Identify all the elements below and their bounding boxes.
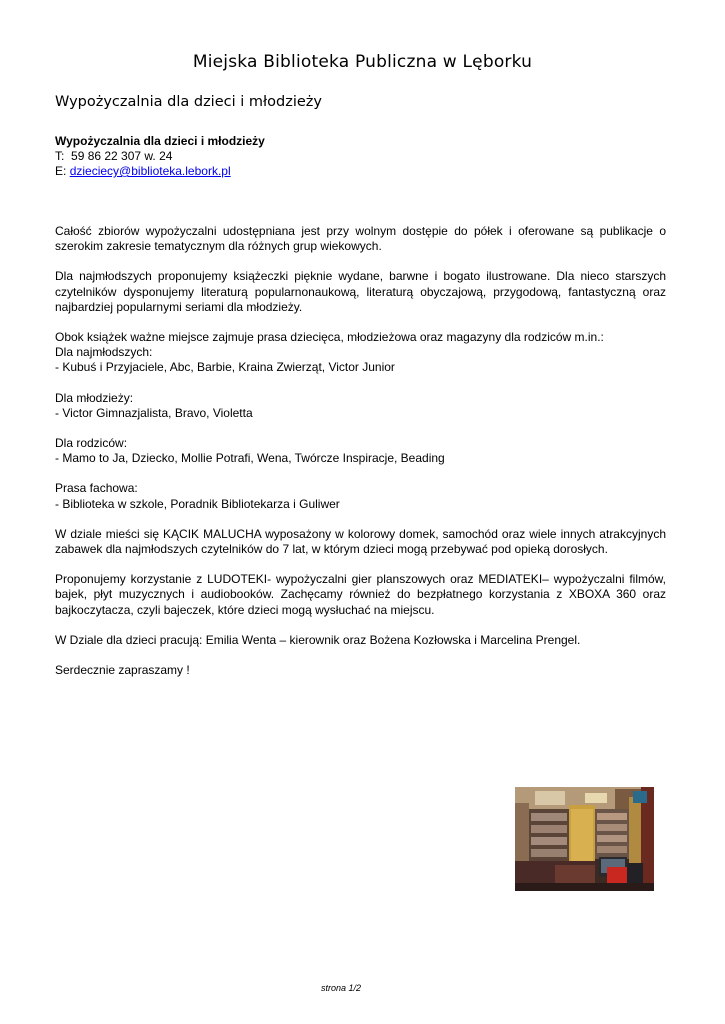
text-line: Prasa fachowa: xyxy=(55,481,138,496)
text-line: Dla rodziców: xyxy=(55,436,128,451)
paragraph xyxy=(55,391,666,421)
contact-email-line xyxy=(55,164,675,179)
page-title: Miejska Biblioteka Publiczna w Lęborku xyxy=(192,52,533,72)
text-line: - Victor Gimnazjalista, Bravo, Violetta xyxy=(55,405,253,420)
text-line: Dla najmłodszych: xyxy=(55,345,153,360)
text-line: W dziale mieści się KĄCIK MALUCHA wyposażony w kolorowy domek, samochód oraz wiele innych atrakcyjnych zabawek dla najmłodszych czytelników do 7 lat, w którym dzieci mogą przebywać pod opieką dorosłych. xyxy=(55,526,666,557)
contact-phone-line xyxy=(55,149,675,164)
paragraph xyxy=(55,663,666,678)
email-prefix: E: xyxy=(55,164,67,178)
text-line: - Mamo to Ja, Dziecko, Mollie Potrafi, Wena, Twórcze Inspiracje, Beading xyxy=(55,451,445,466)
text-line: Proponujemy korzystanie z LUDOTEKI- wypożyczalni gier planszowych oraz MEDIATEKI– wypożyczalni filmów, bajek, płyt muzycznych i audiobooków. Zachęcamy również do bezpłatnego korzystania z XBOXA 360 oraz bajkoczytacza, czyli bajeczek, które dzieci mogą wysłuchać na miejscu. xyxy=(55,572,666,617)
text-line: W Dziale dla dzieci pracują: Emilia Wenta – kierownik oraz Bożena Kozłowska i Marcelina Prengel. xyxy=(55,632,581,647)
paragraph xyxy=(55,436,666,466)
paragraph xyxy=(55,269,666,315)
text-line: Dla najmłodszych proponujemy książeczki pięknie wydane, barwne i bogato ilustrowane. Dla nieco starszych czytelników dysponujemy literaturą popularnonaukową, literaturą obyczajową, przygodową, fantastyczną oraz najbardziej popularnymi seriami dla młodzieży. xyxy=(55,269,666,314)
paragraph xyxy=(55,633,666,648)
page-number: strona 1/2 xyxy=(320,983,362,993)
library-photo xyxy=(515,787,654,891)
paragraph xyxy=(55,330,666,376)
contact-name: Wypożyczalnia dla dzieci i młodzieży xyxy=(55,134,265,148)
text-line: - Biblioteka w szkole, Poradnik Bibliotekarza i Guliwer xyxy=(55,496,340,511)
paragraph xyxy=(55,224,666,254)
phone-number: 59 86 22 307 w. 24 xyxy=(71,149,173,163)
text-line: Całość zbiorów wypożyczalni udostępniana jest przy wolnym dostępie do półek i oferowane są publikacje o szerokim zakresie tematycznym dla różnych grup wiekowych. xyxy=(55,224,666,254)
paragraph xyxy=(55,527,666,557)
email-link[interactable]: dzieciecy@biblioteka.lebork.pl xyxy=(69,164,231,178)
paragraph xyxy=(55,572,666,618)
text-line: Dla młodzieży: xyxy=(55,390,134,405)
phone-prefix: T: xyxy=(55,149,65,163)
text-line: Serdecznie zapraszamy ! xyxy=(55,663,190,678)
body-text xyxy=(55,224,666,678)
section-heading: Wypożyczalnia dla dzieci i młodzieży xyxy=(55,94,322,110)
contact-block xyxy=(55,134,675,179)
text-line: Obok książek ważne miejsce zajmuje prasa dziecięca, młodzieżowa oraz magazyny dla rodziców m.in.: xyxy=(55,330,604,345)
paragraph xyxy=(55,481,666,511)
text-line: - Kubuś i Przyjaciele, Abc, Barbie, Kraina Zwierząt, Victor Junior xyxy=(55,360,395,375)
